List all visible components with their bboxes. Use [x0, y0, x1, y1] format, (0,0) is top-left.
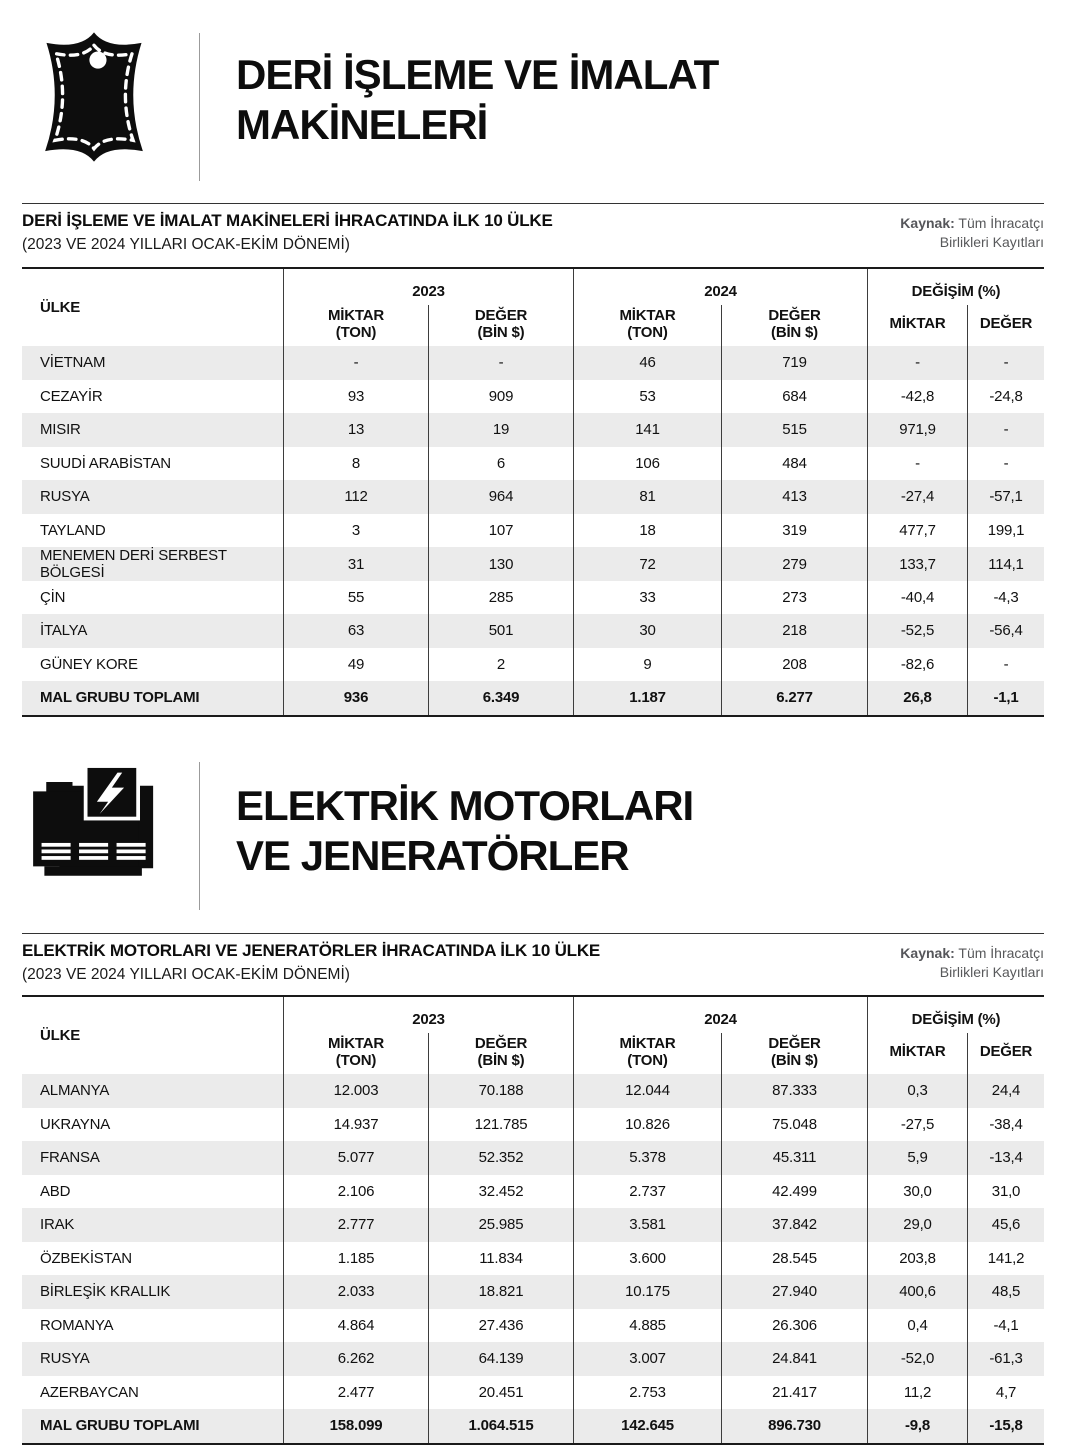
table-row	[22, 547, 1044, 581]
value-cell: -82,6	[868, 648, 968, 682]
section-rule	[22, 933, 1044, 934]
header-amount-unit: (TON)	[335, 1051, 377, 1069]
value-cell: 31	[284, 547, 429, 581]
value-cell: 24.841	[722, 1342, 868, 1376]
table-row	[22, 413, 1044, 447]
value-cell: 2.753	[574, 1376, 722, 1410]
table-row	[22, 1242, 1044, 1276]
value-cell: 32.452	[429, 1175, 574, 1209]
country-cell: MAL GRUBU TOPLAMI	[22, 681, 284, 715]
header-amount-label: MİKTAR	[327, 1034, 384, 1052]
country-cell: IRAK	[22, 1208, 284, 1242]
table-row	[22, 1141, 1044, 1175]
header-amount-unit: (TON)	[627, 323, 668, 341]
value-cell: -	[1003, 655, 1009, 673]
value-cell: 1.064.515	[429, 1409, 574, 1443]
value-cell: 11,2	[868, 1376, 968, 1410]
header-change-amount	[868, 305, 968, 346]
section-title-line1: ELEKTRİK MOTORLARI	[236, 782, 694, 829]
header-value-label: DEĞER	[768, 1034, 821, 1052]
country-cell: UKRAYNA	[22, 1108, 284, 1142]
value-cell: -1,1	[993, 689, 1019, 707]
value-cell: 400,6	[868, 1275, 968, 1309]
value-cell: 3	[284, 514, 429, 548]
header-value-2024	[722, 305, 868, 346]
header-year-2024: 2024	[574, 997, 868, 1033]
value-cell: 484	[722, 447, 868, 481]
value-cell: 8	[284, 447, 429, 481]
source-label: Kaynak:	[900, 215, 955, 231]
value-cell: 49	[284, 648, 429, 682]
header-value-label: DEĞER	[979, 315, 1033, 332]
table-title-block	[22, 210, 762, 256]
value-cell: 273	[722, 581, 868, 615]
value-cell: 158.099	[284, 1409, 429, 1443]
value-cell: 2.033	[284, 1275, 429, 1309]
total-row	[22, 1409, 1044, 1443]
value-cell: -	[284, 346, 429, 380]
value-cell: 45,6	[991, 1216, 1021, 1234]
table-title: ELEKTRİK MOTORLARI VE JENERATÖRLER İHRACATINDA İLK 10 ÜLKE	[22, 941, 601, 960]
value-cell: 203,8	[868, 1242, 968, 1276]
leather-machines-table	[22, 267, 1044, 717]
source-note	[874, 214, 1044, 252]
header-amount-label: MİKTAR	[889, 315, 946, 332]
table-row	[22, 380, 1044, 414]
value-cell: 3.007	[574, 1342, 722, 1376]
value-cell: 0,3	[868, 1074, 968, 1108]
header-amount-2024	[574, 1033, 722, 1074]
value-cell: 45.311	[722, 1141, 868, 1175]
value-cell: 5.378	[574, 1141, 722, 1175]
header-amount-2023	[284, 305, 429, 346]
value-cell: -57,1	[989, 488, 1023, 506]
value-cell: 285	[429, 581, 574, 615]
header-value-unit: (BİN $)	[477, 323, 525, 341]
value-cell: 107	[429, 514, 574, 548]
leather-hide-icon	[28, 24, 160, 170]
value-cell: 413	[722, 480, 868, 514]
value-cell: 46	[574, 346, 722, 380]
value-cell: 6.277	[722, 681, 868, 715]
value-cell: 141	[574, 413, 722, 447]
value-cell: 30,0	[868, 1175, 968, 1209]
header-value-2024	[722, 1033, 868, 1074]
header-amount-label: MİKTAR	[619, 306, 676, 324]
value-cell: 12.044	[574, 1074, 722, 1108]
table-title: DERİ İŞLEME VE İMALAT MAKİNELERİ İHRACATINDA İLK 10 ÜLKE	[22, 211, 553, 230]
value-cell: -61,3	[989, 1350, 1023, 1368]
country-cell: MISIR	[22, 413, 284, 447]
table-row	[22, 1342, 1044, 1376]
value-cell: -52,5	[868, 614, 968, 648]
table-row	[22, 1309, 1044, 1343]
table-row	[22, 346, 1044, 380]
header-change-amount	[868, 1033, 968, 1074]
header-value-label: DEĞER	[474, 306, 528, 324]
value-cell: 10.175	[574, 1275, 722, 1309]
value-cell: 6.262	[284, 1342, 429, 1376]
source-text: Tüm İhracatçı Birlikleri Kayıtları	[939, 945, 1044, 980]
value-cell: -	[1003, 421, 1009, 439]
country-cell: ROMANYA	[22, 1309, 284, 1343]
value-cell: -56,4	[989, 622, 1023, 640]
value-cell: 55	[284, 581, 429, 615]
table-row	[22, 447, 1044, 481]
table-subtitle: (2023 VE 2024 YILLARI OCAK-EKİM DÖNEMİ)	[22, 966, 350, 983]
value-cell: 319	[722, 514, 868, 548]
header-country: ÜLKE	[22, 997, 284, 1074]
value-cell: 5.077	[284, 1141, 429, 1175]
section-title-generators	[236, 781, 693, 881]
country-cell: MAL GRUBU TOPLAMI	[22, 1409, 284, 1443]
value-cell: 501	[429, 614, 574, 648]
table-title-block	[22, 940, 762, 986]
value-cell: 19	[429, 413, 574, 447]
value-cell: 52.352	[429, 1141, 574, 1175]
country-cell: BİRLEŞİK KRALLIK	[22, 1275, 284, 1309]
country-cell: VİETNAM	[22, 346, 284, 380]
header-value-unit: (BİN $)	[771, 1051, 818, 1069]
value-cell: -52,0	[868, 1342, 968, 1376]
value-cell: 112	[284, 480, 429, 514]
country-cell: FRANSA	[22, 1141, 284, 1175]
value-cell: 199,1	[987, 521, 1025, 539]
value-cell: -	[868, 346, 968, 380]
value-cell: 515	[722, 413, 868, 447]
value-cell: 11.834	[429, 1242, 574, 1276]
value-cell: 0,4	[868, 1309, 968, 1343]
header-value-2023	[429, 1033, 574, 1074]
header-year-2023: 2023	[284, 269, 574, 305]
header-change-value	[968, 305, 1044, 346]
value-cell: -42,8	[868, 380, 968, 414]
value-cell: 93	[284, 380, 429, 414]
value-cell: 719	[722, 346, 868, 380]
value-cell: 6.349	[429, 681, 574, 715]
value-cell: 279	[722, 547, 868, 581]
value-cell: 6	[429, 447, 574, 481]
value-cell: 3.581	[574, 1208, 722, 1242]
value-cell: -15,8	[989, 1417, 1023, 1435]
value-cell: 30	[574, 614, 722, 648]
header-value-2023	[429, 305, 574, 346]
banner-divider	[199, 762, 200, 910]
header-value-label: DEĞER	[474, 1034, 528, 1052]
value-cell: -9,8	[868, 1409, 968, 1443]
value-cell: 936	[284, 681, 429, 715]
table-body	[22, 1074, 1044, 1445]
value-cell: 75.048	[722, 1108, 868, 1142]
section-title-line2: VE JENERATÖRLER	[236, 832, 629, 879]
generator-icon	[20, 760, 170, 894]
table-row	[22, 1108, 1044, 1142]
table-row	[22, 480, 1044, 514]
value-cell: 12.003	[284, 1074, 429, 1108]
table-row	[22, 514, 1044, 548]
section-title-leather	[236, 50, 718, 150]
table-row	[22, 1208, 1044, 1242]
value-cell: 48,5	[991, 1283, 1021, 1301]
table-body	[22, 346, 1044, 717]
value-cell: -27,4	[868, 480, 968, 514]
value-cell: 2	[429, 648, 574, 682]
value-cell: 53	[574, 380, 722, 414]
table-row	[22, 648, 1044, 682]
value-cell: 133,7	[868, 547, 968, 581]
value-cell: -	[1003, 454, 1009, 472]
value-cell: 64.139	[429, 1342, 574, 1376]
header-year-2024: 2024	[574, 269, 868, 305]
value-cell: -	[868, 447, 968, 481]
country-cell: RUSYA	[22, 1342, 284, 1376]
value-cell: 3.600	[574, 1242, 722, 1276]
value-cell: 964	[429, 480, 574, 514]
header-amount-label: MİKTAR	[889, 1043, 946, 1060]
value-cell: 477,7	[868, 514, 968, 548]
section-title-line2: MAKİNELERİ	[236, 101, 488, 148]
table-row	[22, 1074, 1044, 1108]
value-cell: 4.864	[284, 1309, 429, 1343]
header-amount-unit: (TON)	[627, 1051, 668, 1069]
value-cell: 25.985	[429, 1208, 574, 1242]
country-cell: ALMANYA	[22, 1074, 284, 1108]
value-cell: 72	[574, 547, 722, 581]
table-subtitle: (2023 VE 2024 YILLARI OCAK-EKİM DÖNEMİ)	[22, 236, 350, 253]
total-row	[22, 681, 1044, 715]
header-amount-2024	[574, 305, 722, 346]
header-amount-label: MİKTAR	[327, 306, 384, 324]
country-cell: ÇİN	[22, 581, 284, 615]
header-change: DEĞİŞİM (%)	[911, 1010, 1001, 1028]
header-year-2023: 2023	[284, 997, 574, 1033]
country-cell: AZERBAYCAN	[22, 1376, 284, 1410]
country-cell: CEZAYİR	[22, 380, 284, 414]
value-cell: 21.417	[722, 1376, 868, 1410]
value-cell: -40,4	[868, 581, 968, 615]
value-cell: 5,9	[868, 1141, 968, 1175]
value-cell: 87.333	[722, 1074, 868, 1108]
value-cell: 14.937	[284, 1108, 429, 1142]
value-cell: 28.545	[722, 1242, 868, 1276]
value-cell: 218	[722, 614, 868, 648]
country-cell: TAYLAND	[22, 514, 284, 548]
value-cell: 13	[284, 413, 429, 447]
value-cell: -4,1	[993, 1316, 1019, 1334]
header-value-label: DEĞER	[979, 1043, 1033, 1060]
generators-table	[22, 995, 1044, 1445]
country-cell: GÜNEY KORE	[22, 648, 284, 682]
header-change: DEĞİŞİM (%)	[911, 282, 1001, 300]
value-cell: 42.499	[722, 1175, 868, 1209]
value-cell: 141,2	[987, 1249, 1025, 1267]
header-amount-label: MİKTAR	[619, 1034, 676, 1052]
header-value-unit: (BİN $)	[477, 1051, 525, 1069]
value-cell: 27.940	[722, 1275, 868, 1309]
value-cell: 114,1	[988, 555, 1024, 573]
value-cell: 26.306	[722, 1309, 868, 1343]
value-cell: 31,0	[991, 1182, 1021, 1200]
value-cell: 2.106	[284, 1175, 429, 1209]
country-cell: SUUDİ ARABİSTAN	[22, 447, 284, 481]
value-cell: 2.777	[284, 1208, 429, 1242]
value-cell: 121.785	[429, 1108, 574, 1142]
value-cell: 18.821	[429, 1275, 574, 1309]
value-cell: 2.737	[574, 1175, 722, 1209]
value-cell: 130	[429, 547, 574, 581]
value-cell: 2.477	[284, 1376, 429, 1410]
header-country: ÜLKE	[22, 269, 284, 346]
value-cell: 63	[284, 614, 429, 648]
table-row	[22, 614, 1044, 648]
country-cell: ÖZBEKİSTAN	[22, 1242, 284, 1276]
value-cell: 4,7	[995, 1383, 1017, 1401]
table-header	[22, 995, 1044, 1074]
country-cell: İTALYA	[22, 614, 284, 648]
value-cell: 10.826	[574, 1108, 722, 1142]
header-value-unit: (BİN $)	[771, 323, 818, 341]
table-header	[22, 267, 1044, 346]
header-change-value	[968, 1033, 1044, 1074]
value-cell: 909	[429, 380, 574, 414]
value-cell: 208	[722, 648, 868, 682]
value-cell: 20.451	[429, 1376, 574, 1410]
table-row	[22, 1376, 1044, 1410]
value-cell: -	[1003, 354, 1009, 372]
value-cell: 33	[574, 581, 722, 615]
country-cell: ABD	[22, 1175, 284, 1209]
country-cell: RUSYA	[22, 480, 284, 514]
value-cell: 971,9	[868, 413, 968, 447]
value-cell: 70.188	[429, 1074, 574, 1108]
section-rule	[22, 203, 1044, 204]
value-cell: 9	[574, 648, 722, 682]
source-label: Kaynak:	[900, 945, 955, 961]
header-value-label: DEĞER	[768, 306, 821, 324]
value-cell: -	[429, 346, 574, 380]
value-cell: 1.187	[574, 681, 722, 715]
source-note	[874, 944, 1044, 982]
value-cell: 142.645	[574, 1409, 722, 1443]
value-cell: 37.842	[722, 1208, 868, 1242]
table-row	[22, 1275, 1044, 1309]
source-text: Tüm İhracatçı Birlikleri Kayıtları	[939, 215, 1044, 250]
value-cell: 81	[574, 480, 722, 514]
value-cell: -24,8	[989, 387, 1023, 405]
value-cell: 18	[574, 514, 722, 548]
value-cell: -27,5	[868, 1108, 968, 1142]
value-cell: 684	[722, 380, 868, 414]
header-amount-2023	[284, 1033, 429, 1074]
value-cell: -38,4	[989, 1115, 1023, 1133]
table-row	[22, 1175, 1044, 1209]
value-cell: -4,3	[993, 588, 1019, 606]
banner-divider	[199, 33, 200, 181]
value-cell: 27.436	[429, 1309, 574, 1343]
country-cell: MENEMEN DERİ SERBEST BÖLGESİ	[22, 547, 284, 581]
value-cell: 896.730	[722, 1409, 868, 1443]
value-cell: 29,0	[868, 1208, 968, 1242]
value-cell: 1.185	[284, 1242, 429, 1276]
value-cell: -13,4	[989, 1149, 1023, 1167]
header-amount-unit: (TON)	[335, 323, 377, 341]
table-row	[22, 581, 1044, 615]
section-title-line1: DERİ İŞLEME VE İMALAT	[236, 51, 719, 98]
value-cell: 106	[574, 447, 722, 481]
value-cell: 4.885	[574, 1309, 722, 1343]
value-cell: 24,4	[991, 1082, 1021, 1100]
value-cell: 26,8	[868, 681, 968, 715]
